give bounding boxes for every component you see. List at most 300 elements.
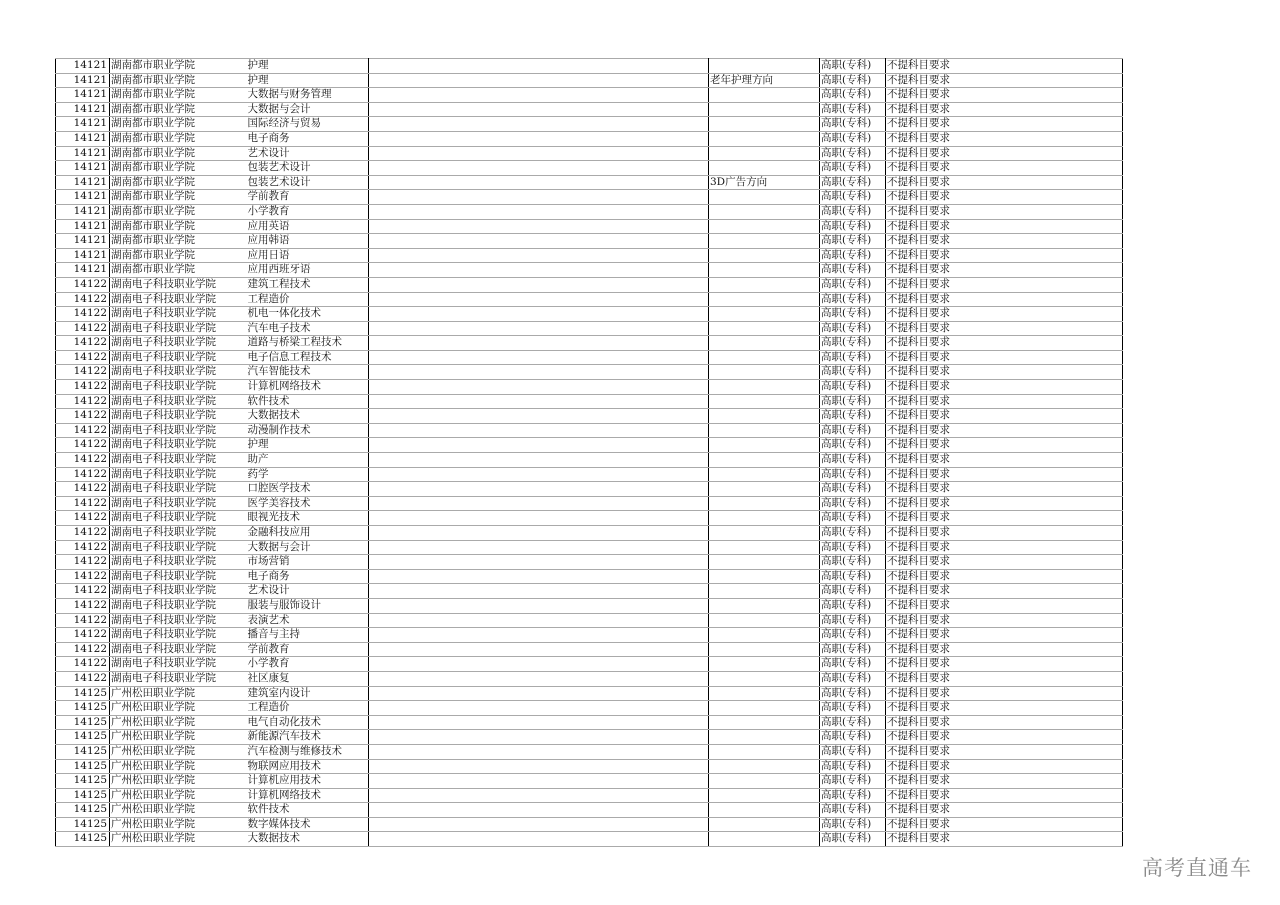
- blank-cell: [369, 744, 709, 759]
- school-name-cell: 湖南都市职业学院: [110, 248, 247, 263]
- blank-cell: [369, 628, 709, 643]
- level-cell: 高职(专科): [820, 584, 886, 599]
- level-cell: 高职(专科): [820, 131, 886, 146]
- school-name-cell: 湖南电子科技职业学院: [110, 511, 247, 526]
- major-name-cell: 电子商务: [247, 131, 369, 146]
- school-code-cell: 14122: [56, 526, 110, 541]
- level-cell: 高职(专科): [820, 73, 886, 88]
- table-row: [56, 88, 1123, 103]
- school-code-cell: 14121: [56, 117, 110, 132]
- level-cell: 高职(专科): [820, 307, 886, 322]
- school-code-cell: 14121: [56, 131, 110, 146]
- direction-cell: [709, 277, 820, 292]
- table-row: [56, 292, 1123, 307]
- school-name-cell: 湖南都市职业学院: [110, 161, 247, 176]
- school-code-cell: 14125: [56, 744, 110, 759]
- major-name-cell: 动漫制作技术: [247, 423, 369, 438]
- direction-cell: [709, 161, 820, 176]
- school-code-cell: 14125: [56, 832, 110, 847]
- direction-cell: [709, 526, 820, 541]
- direction-cell: [709, 774, 820, 789]
- school-name-cell: 湖南电子科技职业学院: [110, 526, 247, 541]
- level-cell: 高职(专科): [820, 59, 886, 74]
- school-code-cell: 14122: [56, 292, 110, 307]
- direction-cell: [709, 496, 820, 511]
- level-cell: 高职(专科): [820, 423, 886, 438]
- school-code-cell: 14125: [56, 803, 110, 818]
- school-code-cell: 14121: [56, 102, 110, 117]
- level-cell: 高职(专科): [820, 350, 886, 365]
- blank-cell: [369, 365, 709, 380]
- direction-cell: [709, 365, 820, 380]
- direction-cell: [709, 263, 820, 278]
- blank-cell: [369, 569, 709, 584]
- requirement-cell: 不提科目要求: [886, 59, 1123, 74]
- direction-cell: [709, 190, 820, 205]
- blank-cell: [369, 234, 709, 249]
- table-row: [56, 555, 1123, 570]
- school-name-cell: 广州松田职业学院: [110, 730, 247, 745]
- blank-cell: [369, 350, 709, 365]
- level-cell: 高职(专科): [820, 204, 886, 219]
- blank-cell: [369, 409, 709, 424]
- requirement-cell: 不提科目要求: [886, 161, 1123, 176]
- direction-cell: [709, 350, 820, 365]
- direction-cell: [709, 248, 820, 263]
- direction-cell: 3D广告方向: [709, 175, 820, 190]
- school-name-cell: 湖南电子科技职业学院: [110, 336, 247, 351]
- table-row: [56, 701, 1123, 716]
- school-code-cell: 14122: [56, 482, 110, 497]
- school-name-cell: 广州松田职业学院: [110, 701, 247, 716]
- major-name-cell: 社区康复: [247, 671, 369, 686]
- school-name-cell: 湖南电子科技职业学院: [110, 365, 247, 380]
- blank-cell: [369, 467, 709, 482]
- level-cell: 高职(专科): [820, 453, 886, 468]
- blank-cell: [369, 277, 709, 292]
- requirement-cell: 不提科目要求: [886, 73, 1123, 88]
- blank-cell: [369, 263, 709, 278]
- direction-cell: [709, 307, 820, 322]
- table-row: [56, 584, 1123, 599]
- major-name-cell: 表演艺术: [247, 613, 369, 628]
- blank-cell: [369, 190, 709, 205]
- table-body: [56, 59, 1123, 847]
- level-cell: 高职(专科): [820, 642, 886, 657]
- table-row: [56, 248, 1123, 263]
- direction-cell: [709, 394, 820, 409]
- direction-cell: [709, 438, 820, 453]
- level-cell: 高职(专科): [820, 569, 886, 584]
- school-code-cell: 14121: [56, 248, 110, 263]
- direction-cell: [709, 598, 820, 613]
- school-name-cell: 湖南都市职业学院: [110, 204, 247, 219]
- major-name-cell: 机电一体化技术: [247, 307, 369, 322]
- direction-cell: [709, 234, 820, 249]
- major-name-cell: 艺术设计: [247, 584, 369, 599]
- requirement-cell: 不提科目要求: [886, 365, 1123, 380]
- level-cell: 高职(专科): [820, 394, 886, 409]
- direction-cell: [709, 409, 820, 424]
- major-name-cell: 道路与桥梁工程技术: [247, 336, 369, 351]
- school-name-cell: 湖南电子科技职业学院: [110, 277, 247, 292]
- school-name-cell: 广州松田职业学院: [110, 715, 247, 730]
- school-code-cell: 14121: [56, 263, 110, 278]
- table-row: [56, 540, 1123, 555]
- major-name-cell: 应用日语: [247, 248, 369, 263]
- level-cell: 高职(专科): [820, 540, 886, 555]
- requirement-cell: 不提科目要求: [886, 453, 1123, 468]
- blank-cell: [369, 131, 709, 146]
- major-name-cell: 艺术设计: [247, 146, 369, 161]
- school-name-cell: 湖南都市职业学院: [110, 219, 247, 234]
- level-cell: 高职(专科): [820, 277, 886, 292]
- major-name-cell: 汽车智能技术: [247, 365, 369, 380]
- school-code-cell: 14122: [56, 307, 110, 322]
- table-row: [56, 102, 1123, 117]
- table-row: [56, 598, 1123, 613]
- level-cell: 高职(专科): [820, 88, 886, 103]
- blank-cell: [369, 117, 709, 132]
- major-name-cell: 护理: [247, 73, 369, 88]
- requirement-cell: 不提科目要求: [886, 204, 1123, 219]
- direction-cell: [709, 453, 820, 468]
- school-code-cell: 14125: [56, 686, 110, 701]
- major-name-cell: 护理: [247, 438, 369, 453]
- requirement-cell: 不提科目要求: [886, 628, 1123, 643]
- direction-cell: 老年护理方向: [709, 73, 820, 88]
- direction-cell: [709, 730, 820, 745]
- requirement-cell: 不提科目要求: [886, 307, 1123, 322]
- school-code-cell: 14121: [56, 88, 110, 103]
- level-cell: 高职(专科): [820, 759, 886, 774]
- level-cell: 高职(专科): [820, 482, 886, 497]
- school-code-cell: 14122: [56, 511, 110, 526]
- table-row: [56, 131, 1123, 146]
- direction-cell: [709, 321, 820, 336]
- major-name-cell: 大数据与财务管理: [247, 88, 369, 103]
- requirement-cell: 不提科目要求: [886, 219, 1123, 234]
- table-row: [56, 59, 1123, 74]
- table-row: [56, 817, 1123, 832]
- blank-cell: [369, 248, 709, 263]
- level-cell: 高职(专科): [820, 555, 886, 570]
- requirement-cell: 不提科目要求: [886, 438, 1123, 453]
- blank-cell: [369, 817, 709, 832]
- blank-cell: [369, 511, 709, 526]
- level-cell: 高职(专科): [820, 774, 886, 789]
- direction-cell: [709, 102, 820, 117]
- school-name-cell: 湖南电子科技职业学院: [110, 292, 247, 307]
- school-code-cell: 14122: [56, 409, 110, 424]
- level-cell: 高职(专科): [820, 380, 886, 395]
- school-code-cell: 14121: [56, 175, 110, 190]
- requirement-cell: 不提科目要求: [886, 263, 1123, 278]
- requirement-cell: 不提科目要求: [886, 409, 1123, 424]
- level-cell: 高职(专科): [820, 467, 886, 482]
- direction-cell: [709, 88, 820, 103]
- level-cell: 高职(专科): [820, 511, 886, 526]
- requirement-cell: 不提科目要求: [886, 380, 1123, 395]
- major-name-cell: 汽车电子技术: [247, 321, 369, 336]
- table-row: [56, 175, 1123, 190]
- level-cell: 高职(专科): [820, 248, 886, 263]
- requirement-cell: 不提科目要求: [886, 394, 1123, 409]
- blank-cell: [369, 496, 709, 511]
- table-row: [56, 365, 1123, 380]
- major-name-cell: 计算机应用技术: [247, 774, 369, 789]
- blank-cell: [369, 175, 709, 190]
- blank-cell: [369, 146, 709, 161]
- school-name-cell: 湖南电子科技职业学院: [110, 613, 247, 628]
- school-code-cell: 14122: [56, 438, 110, 453]
- major-name-cell: 学前教育: [247, 190, 369, 205]
- requirement-cell: 不提科目要求: [886, 146, 1123, 161]
- level-cell: 高职(专科): [820, 117, 886, 132]
- table-row: [56, 467, 1123, 482]
- blank-cell: [369, 336, 709, 351]
- level-cell: 高职(专科): [820, 234, 886, 249]
- blank-cell: [369, 438, 709, 453]
- school-code-cell: 14122: [56, 336, 110, 351]
- requirement-cell: 不提科目要求: [886, 321, 1123, 336]
- school-name-cell: 湖南电子科技职业学院: [110, 453, 247, 468]
- blank-cell: [369, 423, 709, 438]
- major-name-cell: 新能源汽车技术: [247, 730, 369, 745]
- level-cell: 高职(专科): [820, 730, 886, 745]
- major-name-cell: 大数据技术: [247, 832, 369, 847]
- major-name-cell: 包装艺术设计: [247, 161, 369, 176]
- requirement-cell: 不提科目要求: [886, 234, 1123, 249]
- table-row: [56, 409, 1123, 424]
- school-code-cell: 14122: [56, 394, 110, 409]
- table-row: [56, 526, 1123, 541]
- school-code-cell: 14122: [56, 613, 110, 628]
- school-name-cell: 湖南电子科技职业学院: [110, 671, 247, 686]
- major-name-cell: 软件技术: [247, 394, 369, 409]
- direction-cell: [709, 642, 820, 657]
- school-code-cell: 14121: [56, 234, 110, 249]
- table-row: [56, 380, 1123, 395]
- table-row: [56, 715, 1123, 730]
- requirement-cell: 不提科目要求: [886, 336, 1123, 351]
- requirement-cell: 不提科目要求: [886, 686, 1123, 701]
- school-name-cell: 湖南电子科技职业学院: [110, 350, 247, 365]
- requirement-cell: 不提科目要求: [886, 803, 1123, 818]
- school-name-cell: 湖南电子科技职业学院: [110, 642, 247, 657]
- major-name-cell: 学前教育: [247, 642, 369, 657]
- blank-cell: [369, 482, 709, 497]
- table-row: [56, 336, 1123, 351]
- requirement-cell: 不提科目要求: [886, 292, 1123, 307]
- level-cell: 高职(专科): [820, 598, 886, 613]
- requirement-cell: 不提科目要求: [886, 467, 1123, 482]
- requirement-cell: 不提科目要求: [886, 423, 1123, 438]
- table-row: [56, 774, 1123, 789]
- blank-cell: [369, 380, 709, 395]
- blank-cell: [369, 774, 709, 789]
- requirement-cell: 不提科目要求: [886, 671, 1123, 686]
- level-cell: 高职(专科): [820, 526, 886, 541]
- direction-cell: [709, 380, 820, 395]
- blank-cell: [369, 730, 709, 745]
- table-row: [56, 321, 1123, 336]
- blank-cell: [369, 219, 709, 234]
- table-row: [56, 219, 1123, 234]
- requirement-cell: 不提科目要求: [886, 584, 1123, 599]
- requirement-cell: 不提科目要求: [886, 555, 1123, 570]
- school-name-cell: 湖南电子科技职业学院: [110, 628, 247, 643]
- school-name-cell: 湖南都市职业学院: [110, 234, 247, 249]
- major-name-cell: 建筑室内设计: [247, 686, 369, 701]
- major-name-cell: 眼视光技术: [247, 511, 369, 526]
- major-name-cell: 小学教育: [247, 657, 369, 672]
- school-code-cell: 14122: [56, 277, 110, 292]
- major-name-cell: 工程造价: [247, 701, 369, 716]
- level-cell: 高职(专科): [820, 628, 886, 643]
- school-code-cell: 14121: [56, 219, 110, 234]
- table-row: [56, 117, 1123, 132]
- level-cell: 高职(专科): [820, 102, 886, 117]
- major-name-cell: 播音与主持: [247, 628, 369, 643]
- table-row: [56, 744, 1123, 759]
- school-code-cell: 14125: [56, 774, 110, 789]
- table-row: [56, 671, 1123, 686]
- table-row: [56, 511, 1123, 526]
- school-code-cell: 14122: [56, 657, 110, 672]
- major-name-cell: 工程造价: [247, 292, 369, 307]
- requirement-cell: 不提科目要求: [886, 701, 1123, 716]
- school-name-cell: 广州松田职业学院: [110, 686, 247, 701]
- blank-cell: [369, 642, 709, 657]
- direction-cell: [709, 744, 820, 759]
- major-name-cell: 计算机网络技术: [247, 380, 369, 395]
- school-code-cell: 14125: [56, 715, 110, 730]
- requirement-cell: 不提科目要求: [886, 117, 1123, 132]
- direction-cell: [709, 584, 820, 599]
- direction-cell: [709, 219, 820, 234]
- level-cell: 高职(专科): [820, 701, 886, 716]
- school-code-cell: 14122: [56, 380, 110, 395]
- table-row: [56, 423, 1123, 438]
- table-row: [56, 642, 1123, 657]
- direction-cell: [709, 701, 820, 716]
- blank-cell: [369, 584, 709, 599]
- level-cell: 高职(专科): [820, 438, 886, 453]
- table-row: [56, 146, 1123, 161]
- school-name-cell: 湖南都市职业学院: [110, 131, 247, 146]
- level-cell: 高职(专科): [820, 671, 886, 686]
- level-cell: 高职(专科): [820, 190, 886, 205]
- blank-cell: [369, 803, 709, 818]
- table-row: [56, 613, 1123, 628]
- table-row: [56, 350, 1123, 365]
- table-row: [56, 496, 1123, 511]
- direction-cell: [709, 204, 820, 219]
- blank-cell: [369, 788, 709, 803]
- blank-cell: [369, 701, 709, 716]
- table-row: [56, 803, 1123, 818]
- direction-cell: [709, 832, 820, 847]
- direction-cell: [709, 423, 820, 438]
- table-row: [56, 453, 1123, 468]
- table-row: [56, 832, 1123, 847]
- admission-table: [55, 58, 1123, 847]
- school-name-cell: 湖南都市职业学院: [110, 102, 247, 117]
- level-cell: 高职(专科): [820, 409, 886, 424]
- major-name-cell: 汽车检测与维修技术: [247, 744, 369, 759]
- level-cell: 高职(专科): [820, 657, 886, 672]
- level-cell: 高职(专科): [820, 292, 886, 307]
- level-cell: 高职(专科): [820, 161, 886, 176]
- level-cell: 高职(专科): [820, 146, 886, 161]
- school-name-cell: 广州松田职业学院: [110, 788, 247, 803]
- school-name-cell: 湖南电子科技职业学院: [110, 555, 247, 570]
- level-cell: 高职(专科): [820, 803, 886, 818]
- school-code-cell: 14122: [56, 423, 110, 438]
- major-name-cell: 药学: [247, 467, 369, 482]
- level-cell: 高职(专科): [820, 686, 886, 701]
- school-code-cell: 14122: [56, 569, 110, 584]
- major-name-cell: 包装艺术设计: [247, 175, 369, 190]
- level-cell: 高职(专科): [820, 744, 886, 759]
- level-cell: 高职(专科): [820, 336, 886, 351]
- level-cell: 高职(专科): [820, 817, 886, 832]
- school-code-cell: 14125: [56, 701, 110, 716]
- school-code-cell: 14122: [56, 467, 110, 482]
- level-cell: 高职(专科): [820, 365, 886, 380]
- major-name-cell: 应用西班牙语: [247, 263, 369, 278]
- school-code-cell: 14121: [56, 146, 110, 161]
- requirement-cell: 不提科目要求: [886, 511, 1123, 526]
- school-code-cell: 14122: [56, 671, 110, 686]
- school-name-cell: 湖南都市职业学院: [110, 73, 247, 88]
- school-name-cell: 广州松田职业学院: [110, 803, 247, 818]
- school-name-cell: 湖南都市职业学院: [110, 175, 247, 190]
- school-code-cell: 14122: [56, 555, 110, 570]
- direction-cell: [709, 788, 820, 803]
- level-cell: 高职(专科): [820, 175, 886, 190]
- major-name-cell: 大数据技术: [247, 409, 369, 424]
- table-row: [56, 686, 1123, 701]
- blank-cell: [369, 204, 709, 219]
- requirement-cell: 不提科目要求: [886, 248, 1123, 263]
- school-name-cell: 湖南都市职业学院: [110, 88, 247, 103]
- school-name-cell: 湖南电子科技职业学院: [110, 540, 247, 555]
- requirement-cell: 不提科目要求: [886, 715, 1123, 730]
- blank-cell: [369, 540, 709, 555]
- direction-cell: [709, 803, 820, 818]
- requirement-cell: 不提科目要求: [886, 131, 1123, 146]
- requirement-cell: 不提科目要求: [886, 350, 1123, 365]
- level-cell: 高职(专科): [820, 321, 886, 336]
- blank-cell: [369, 526, 709, 541]
- direction-cell: [709, 540, 820, 555]
- requirement-cell: 不提科目要求: [886, 730, 1123, 745]
- school-name-cell: 湖南电子科技职业学院: [110, 569, 247, 584]
- requirement-cell: 不提科目要求: [886, 277, 1123, 292]
- school-code-cell: 14122: [56, 584, 110, 599]
- school-code-cell: 14121: [56, 59, 110, 74]
- table-row: [56, 628, 1123, 643]
- table-row: [56, 204, 1123, 219]
- table-row: [56, 657, 1123, 672]
- major-name-cell: 计算机网络技术: [247, 788, 369, 803]
- requirement-cell: 不提科目要求: [886, 744, 1123, 759]
- major-name-cell: 国际经济与贸易: [247, 117, 369, 132]
- school-name-cell: 湖南电子科技职业学院: [110, 423, 247, 438]
- direction-cell: [709, 59, 820, 74]
